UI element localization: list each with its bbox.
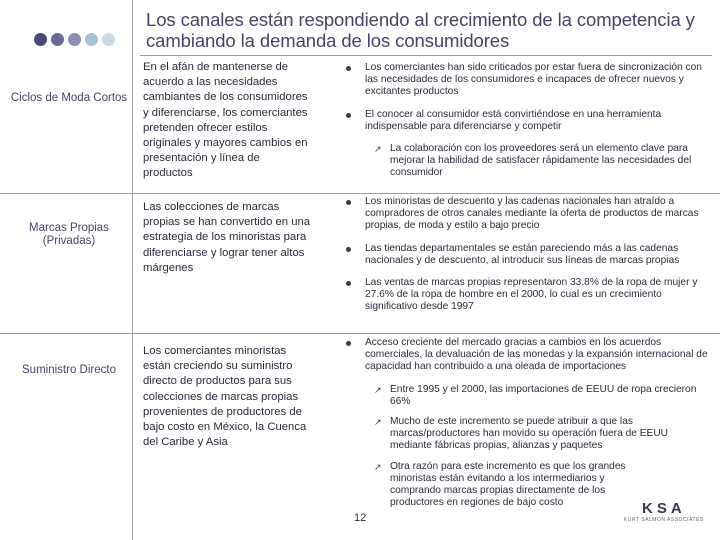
sub-bullet-text: La colaboración con los proveedores será un elemento clave para mejorar la habilidad de satisfacer rápidamente las necesidades del consumidor: [390, 143, 692, 179]
bullet-group-suministro: [346, 337, 712, 517]
bullet-group-marcas: [346, 196, 712, 324]
bullet-text: Las ventas de marcas propias representaron 33.8% de la ropa de mujer y 27.6% de la ropa de hombre en el 2000, lo cual es un crecimiento significativo desde 1997: [365, 277, 698, 313]
page-number: 12: [354, 512, 367, 524]
bullet-dot-icon: [346, 247, 351, 252]
sub-bullet-item: [346, 143, 712, 180]
decorative-dot-4: [85, 33, 98, 46]
bullet-text: Los comerciantes han sido criticados por estar fuera de sincronización con las necesidades de los consumidores e incapaces de ofrecer nuevos y excitantes productos: [365, 62, 702, 98]
sub-bullet-item: [346, 384, 712, 408]
bullet-item: [346, 277, 712, 314]
decorative-dot-2: [51, 33, 64, 46]
sub-bullet-text: Otra razón para este incremento es que los grandes minoristas están evitando a los intermediarios y comprando marcas propias directamente de los productores en regiones de bajo costo: [390, 460, 626, 509]
bullet-text: Las tiendas departamentales se están pareciendo más a las cadenas nacionales y de descuento, al introducir sus líneas de marcas propias: [365, 242, 680, 266]
title-underline: [140, 55, 712, 56]
bullet-dot-icon: [346, 281, 351, 286]
bullet-text: Acceso creciente del mercado gracias a cambios en los acuerdos comerciales, la devaluación de las monedas y la expansión internacional de capacidad han contribuido a una oleada de importaciones: [365, 337, 708, 373]
bullet-item: [346, 109, 712, 133]
sub-bullet-item: [346, 416, 712, 453]
column-divider: [132, 0, 133, 540]
decorative-dot-5: [102, 33, 115, 46]
bullet-item: [346, 243, 712, 267]
summary-suministro: Los comerciantes minoristas están creciendo su suministro directo de productos para sus colecciones de marcas propias provenientes de productores de bajo costo en México, la Cuenca del Caribe y Asia: [143, 345, 307, 449]
sub-bullet-arrow-icon: ↗: [374, 384, 382, 395]
bullet-item: [346, 337, 712, 374]
bullet-text: El conocer al consumidor está convirtiéndose en una herramienta indispensable para diferenciarse y competir: [365, 108, 662, 132]
logo-text: KSA: [641, 500, 686, 517]
logo-subtext: KURT SALMON ASSOCIATES: [624, 517, 704, 523]
decorative-dot-1: [34, 33, 47, 46]
category-label-suministro: Suministro Directo: [22, 364, 116, 376]
decorative-dots: [34, 33, 115, 46]
sub-bullet-text: Entre 1995 y el 2000, las importaciones de EEUU de ropa crecieron 66%: [390, 383, 697, 407]
bullet-text: Los minoristas de descuento y las cadenas nacionales han atraído a compradores de otros canales mediante la oferta de productos de marcas propias, de moda y estilo a bajo precio: [365, 196, 699, 232]
slide-title: Los canales están respondiendo al crecimiento de la competencia y cambiando la demanda de los consumidores: [146, 9, 695, 51]
section-divider-1: [0, 193, 720, 194]
section-divider-2: [0, 333, 720, 334]
sub-bullet-arrow-icon: ↗: [374, 461, 382, 472]
sub-bullet-text: Mucho de este incremento se puede atribuir a que las marcas/productores han movido su operación fuera de EEUU mediante fábricas propias, alianzas y paquetes: [390, 416, 669, 452]
category-label-ciclos: Ciclos de Moda Cortos: [10, 92, 128, 104]
bullet-dot-icon: [346, 200, 351, 205]
bullet-dot-icon: [346, 113, 351, 118]
bullet-dot-icon: [346, 66, 351, 71]
bullet-item: [346, 196, 712, 233]
bullet-group-ciclos: [346, 62, 712, 188]
sub-bullet-arrow-icon: ↗: [374, 144, 382, 155]
summary-ciclos: En el afán de mantenerse de acuerdo a las necesidades cambiantes de los consumidores y diferenciarse, los comerciantes pretenden ofrecer estilos originales y mayores cambios en presentación y línea de productos: [143, 61, 308, 180]
sub-bullet-arrow-icon: ↗: [374, 417, 382, 428]
category-label-marcas: Marcas Propias (Privadas): [29, 222, 109, 247]
summary-marcas: Las colecciones de marcas propias se han convertido en una estrategia de los minoristas para diferenciarse y lograr tener altos márgenes: [143, 201, 311, 274]
bullet-dot-icon: [346, 341, 351, 346]
bullet-item: [346, 62, 712, 99]
ksa-logo: [624, 500, 704, 523]
decorative-dot-3: [68, 33, 81, 46]
